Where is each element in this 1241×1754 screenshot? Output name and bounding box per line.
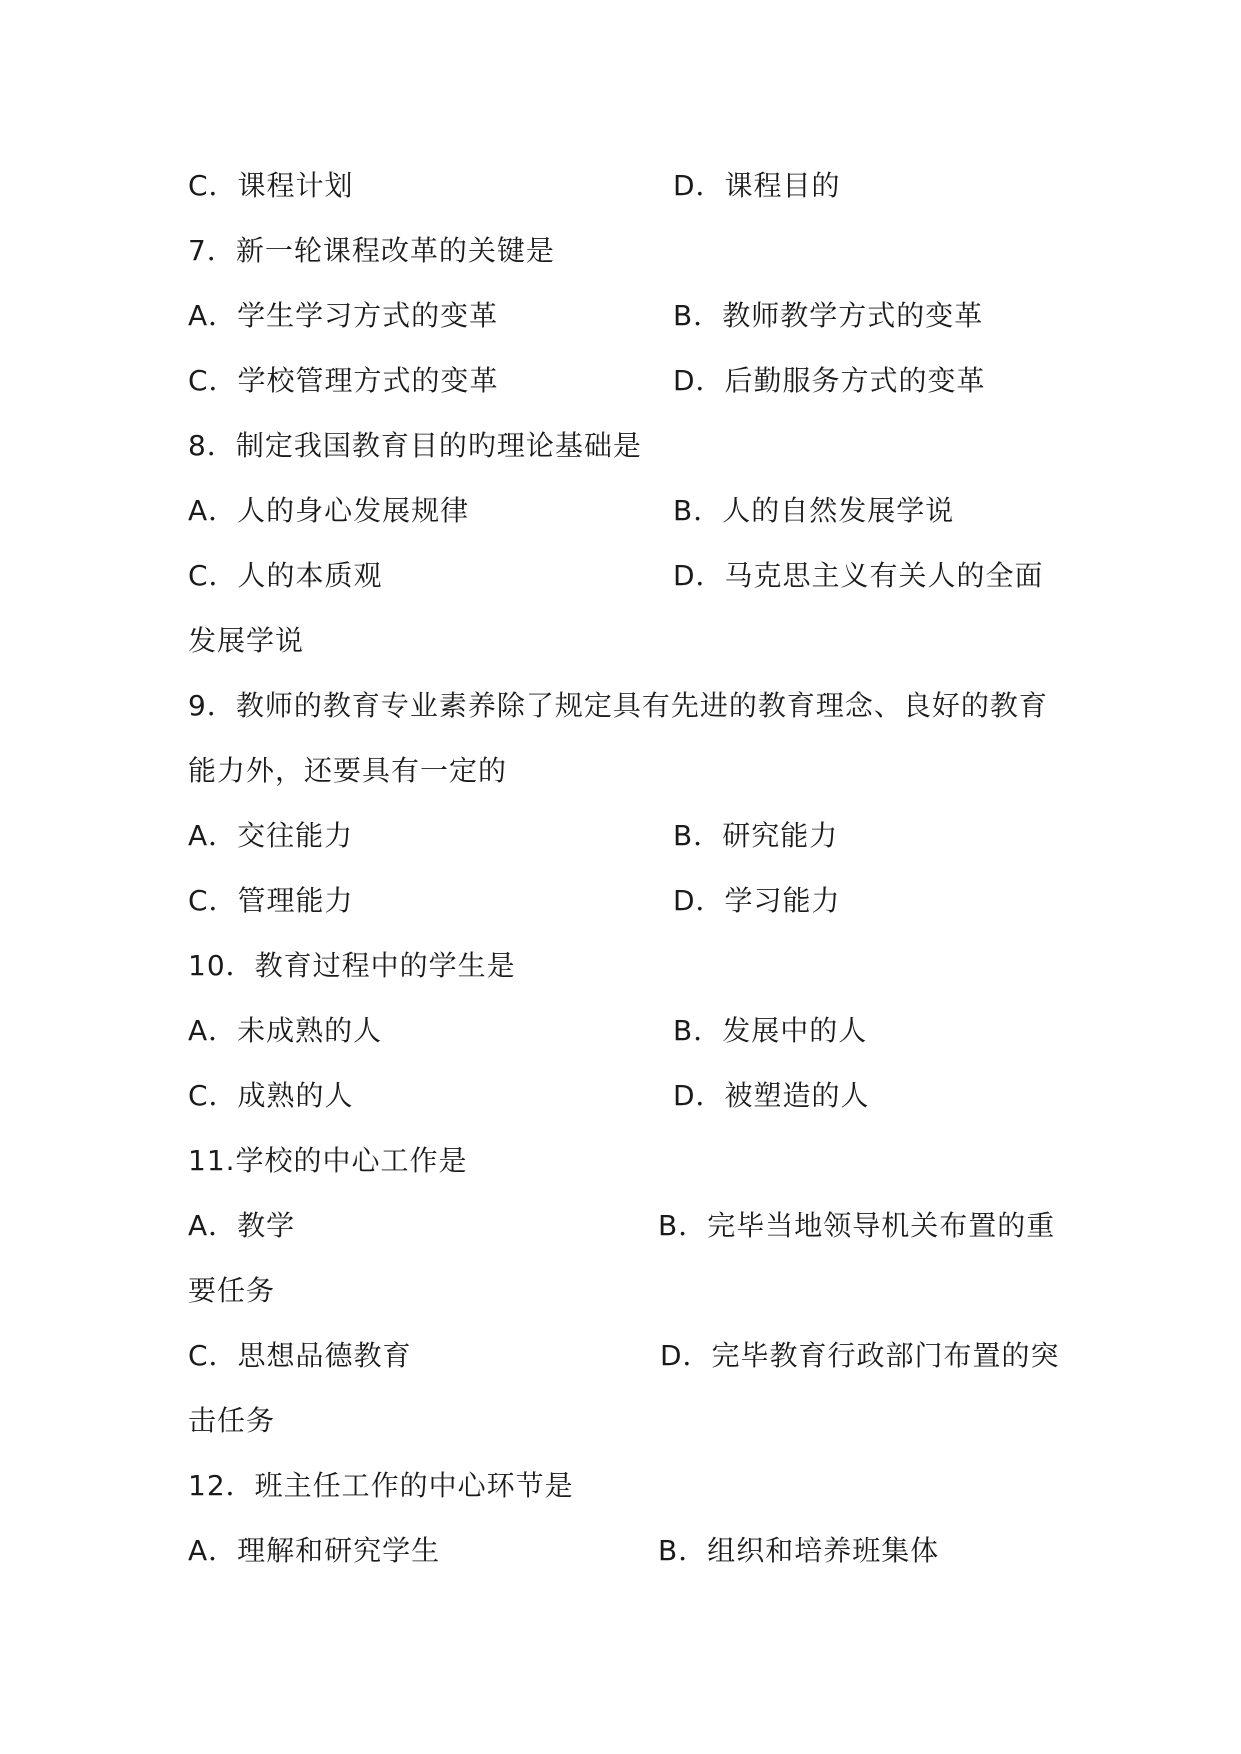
question-9: 9．教师的教育专业素养除了规定具有先进的教育理念、良好的教育 bbox=[188, 689, 1048, 722]
option-d-q6: D．课程目的 bbox=[673, 169, 841, 202]
question-12: 12．班主任工作的中心环节是 bbox=[188, 1469, 574, 1502]
question-7: 7．新一轮课程改革的关键是 bbox=[188, 234, 555, 267]
option-d-q9: D．学习能力 bbox=[673, 884, 841, 917]
option-a-q8: A．人的身心发展规律 bbox=[188, 494, 470, 527]
question-10: 10．教育过程中的学生是 bbox=[188, 949, 516, 982]
option-c-q6: C．课程计划 bbox=[188, 169, 354, 202]
question-8: 8．制定我国教育目的旳理论基础是 bbox=[188, 429, 642, 462]
option-d-q10: D．被塑造的人 bbox=[673, 1079, 870, 1112]
option-b-q7: B．教师教学方式的变革 bbox=[673, 299, 984, 332]
option-c-q8: C．人的本质观 bbox=[188, 559, 383, 592]
option-b-q8: B．人的自然发展学说 bbox=[673, 494, 955, 527]
option-c-q11: C．思想品德教育 bbox=[188, 1339, 412, 1372]
option-a-q7: A．学生学习方式的变革 bbox=[188, 299, 499, 332]
option-c-q7: C．学校管理方式的变革 bbox=[188, 364, 499, 397]
option-a-q12: A．理解和研究学生 bbox=[188, 1534, 441, 1567]
option-d-q8: D．马克思主义有关人的全面 bbox=[673, 559, 1044, 592]
option-b-q11-continued: 要任务 bbox=[188, 1274, 276, 1307]
question-11: 11.学校的中心工作是 bbox=[188, 1144, 468, 1177]
option-a-q11: A．教学 bbox=[188, 1209, 296, 1242]
option-a-q9: A．交往能力 bbox=[188, 819, 354, 852]
option-d-q8-continued: 发展学说 bbox=[188, 624, 305, 657]
question-9-continued: 能力外，还要具有一定的 bbox=[188, 754, 508, 787]
option-b-q12: B．组织和培养班集体 bbox=[658, 1534, 940, 1567]
option-b-q11: B．完毕当地领导机关布置的重 bbox=[658, 1209, 1056, 1242]
option-d-q7: D．后勤服务方式的变革 bbox=[673, 364, 986, 397]
option-a-q10: A．未成熟的人 bbox=[188, 1014, 383, 1047]
option-c-q10: C．成熟的人 bbox=[188, 1079, 354, 1112]
option-d-q11-continued: 击任务 bbox=[188, 1404, 276, 1437]
option-b-q10: B．发展中的人 bbox=[673, 1014, 868, 1047]
option-b-q9: B．研究能力 bbox=[673, 819, 839, 852]
option-c-q9: C．管理能力 bbox=[188, 884, 354, 917]
option-d-q11: D．完毕教育行政部门布置的突 bbox=[660, 1339, 1060, 1372]
